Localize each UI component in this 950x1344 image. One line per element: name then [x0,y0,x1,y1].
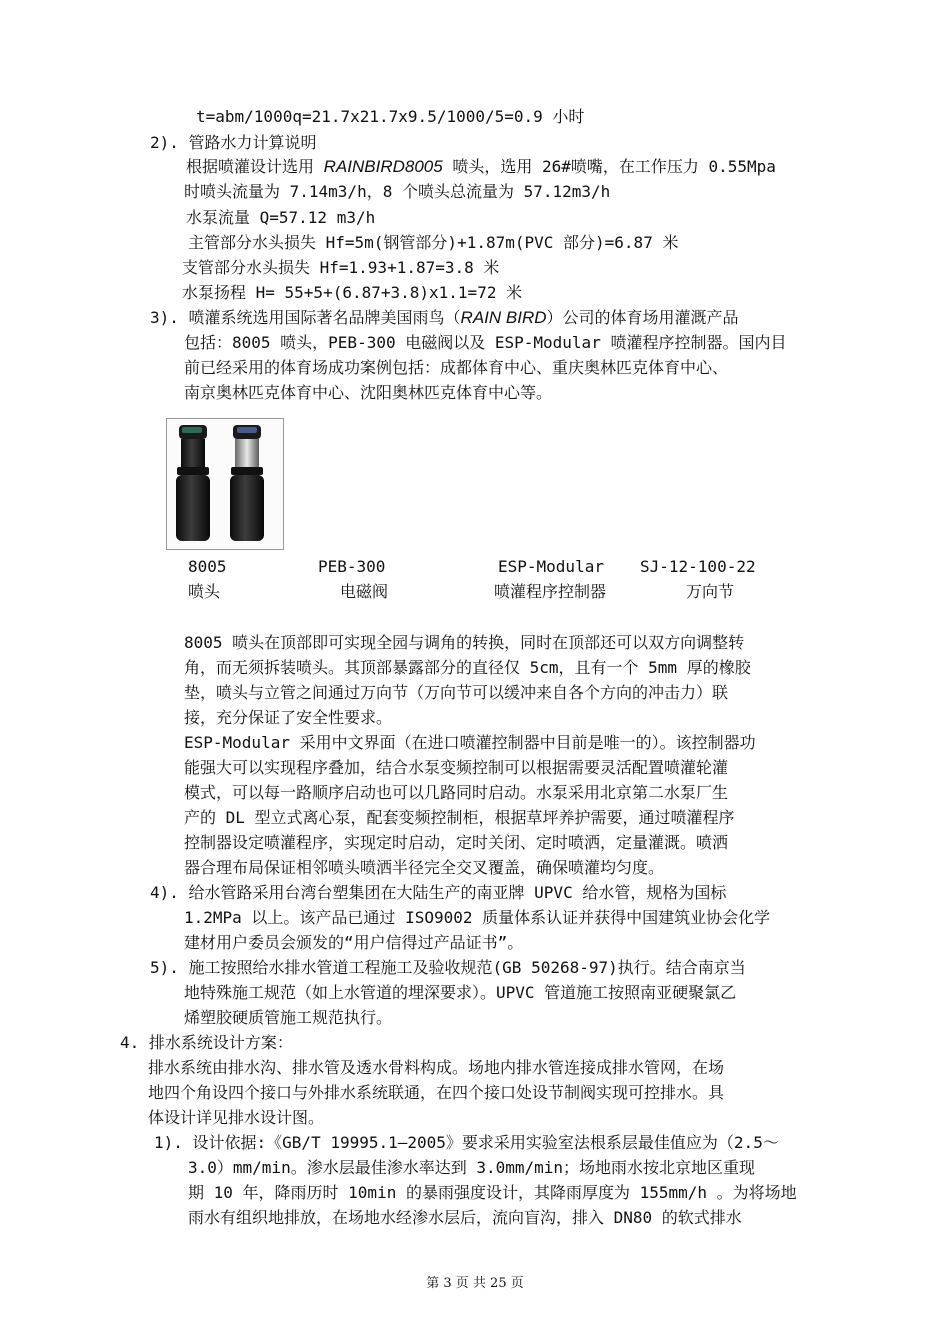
text-line: 控制器设定喷灌程序，实现定时启动，定时关闭、定时喷洒，定量灌溉。喷洒 [184,833,729,852]
text-line: 能强大可以实现程序叠加，结合水泵变频控制可以根据需要灵活配置喷灌轮灌 [184,758,729,777]
text-line: 3.0）mm/min。渗水层最佳渗水率达到 3.0mm/min；场地雨水按北京地区重现 [188,1158,756,1177]
text-line: 接，充分保证了安全性要求。 [184,708,393,727]
product-model-esp-modular: ESP-Modular [498,557,604,576]
text-line: 垫，喷头与立管之间通过万向节（万向节可以缓冲来自各个方向的冲击力）联 [184,683,729,702]
text-line: 8005 喷头在顶部即可实现全园与调角的转换，同时在顶部还可以双方向调整转 [184,633,745,652]
text-line: 期 10 年，降雨历时 10min 的暴雨强度设计，其降雨厚度为 155mm/h 。为将场地 [188,1183,797,1202]
text-span: 根据喷灌设计选用 [186,157,324,176]
text-line: 南京奥林匹克体育中心、沈阳奥林匹克体育中心等。 [184,383,553,402]
text-line: 地四个角设四个接口与外排水系统联通，在四个接口处设节制阀实现可控排水。具 [148,1083,725,1102]
text-line: 建材用户委员会颁发的“用户信得过产品证书”。 [184,933,524,952]
text-line: 水泵扬程 H= 55+5+(6.87+3.8)x1.1=72 米 [182,283,523,302]
formula-line: t=abm/1000q=21.7x21.7x9.5/1000/5=0.9 小时 [196,107,585,126]
text-line: 角，而无须拆装喷头。其顶部暴露部分的直径仅 5cm，且有一个 5mm 厚的橡胶 [184,658,751,677]
text-line: 排水系统由排水沟、排水管及透水骨料构成。场地内排水管连接成排水管网，在场 [148,1058,725,1077]
brand-rainbird8005: RAINBIRD8005 [323,157,443,176]
text-line: 模式，可以每一路顺序启动也可以几路同时启动。水泵采用北京第二水泵厂生 [184,783,729,802]
text-line: 1.2MPa 以上。该产品已通过 ISO9002 质量体系认证并获得中国建筑业协会化学 [184,908,771,927]
text-line: 烯塑胶硬质管施工规范执行。 [184,1008,393,1027]
sprinkler-product-photo [166,418,284,550]
text-line [186,156,776,178]
section-heading-3 [150,307,739,329]
product-name-controller: 喷灌程序控制器 [494,582,607,601]
text-line: 体设计详见排水设计图。 [148,1108,325,1127]
text-span: ）公司的体育场用灌溉产品 [546,308,739,327]
section-heading-2: 2). 管路水力计算说明 [150,133,317,152]
text-line: 包括：8005 喷头，PEB-300 电磁阀以及 ESP-Modular 喷灌程序控制器。国内目 [184,333,787,352]
text-line: ESP-Modular 采用中文界面（在进口喷灌控制器中目前是唯一的）。该控制器功 [184,733,756,752]
text-line: 雨水有组织地排放，在场地水经渗水层后，流向盲沟，排入 DN80 的软式排水 [188,1208,742,1227]
text-line: 支管部分水头损失 Hf=1.93+1.87=3.8 米 [182,258,500,277]
section-heading-4: 4). 给水管路采用台湾台塑集团在大陆生产的南亚牌 UPVC 给水管，规格为国标 [150,883,727,902]
product-model-peb-300: PEB-300 [318,557,386,576]
sprinkler-heads-image [167,419,283,549]
sub-heading-1: 1). 设计依据:《GB/T 19995.1—2005》要求采用实验室法根系层最佳值应为（2.5～ [154,1133,779,1152]
text-line: 器合理布局保证相邻喷头喷洒半径完全交叉覆盖，确保喷灌均匀度。 [184,858,665,877]
text-line: 产的 DL 型立式离心泵，配套变频控制柜，根据草坪养护需要，通过喷灌程序 [184,808,735,827]
section-heading-5: 5). 施工按照给水排水管道工程施工及验收规范(GB 50268-97)执行。结合南京当 [150,958,746,977]
page-footer: 第 3 页 共 25 页 [426,1276,524,1291]
product-name-sprinkler: 喷头 [188,582,221,601]
text-line: 时喷头流量为 7.14m3/h，8 个喷头总流量为 57.12m3/h [184,182,611,201]
text-span: 喷头，选用 26#喷嘴，在工作压力 0.55Mpa [442,157,776,176]
text-line: 水泵流量 Q=57.12 m3/h [186,208,376,227]
text-line: 地特殊施工规范（如上水管道的埋深要求）。UPVC 管道施工按照南亚硬聚氯乙 [184,983,737,1002]
text-line: 主管部分水头损失 Hf=5m(钢管部分)+1.87m(PVC 部分)=6.87 米 [188,233,679,252]
product-name-valve: 电磁阀 [340,582,389,601]
text-line: 前已经采用的体育场成功案例包括：成都体育中心、重庆奥林匹克体育中心、 [184,358,729,377]
product-name-swivel-joint: 万向节 [686,582,735,601]
product-model-8005: 8005 [188,557,227,576]
product-model-sj: SJ-12-100-22 [640,557,756,576]
brand-rain-bird: RAIN BIRD [460,308,547,327]
chapter-heading-4: 4. 排水系统设计方案： [120,1033,293,1052]
text-span: 3). 喷灌系统选用国际著名品牌美国雨鸟（ [150,308,461,327]
